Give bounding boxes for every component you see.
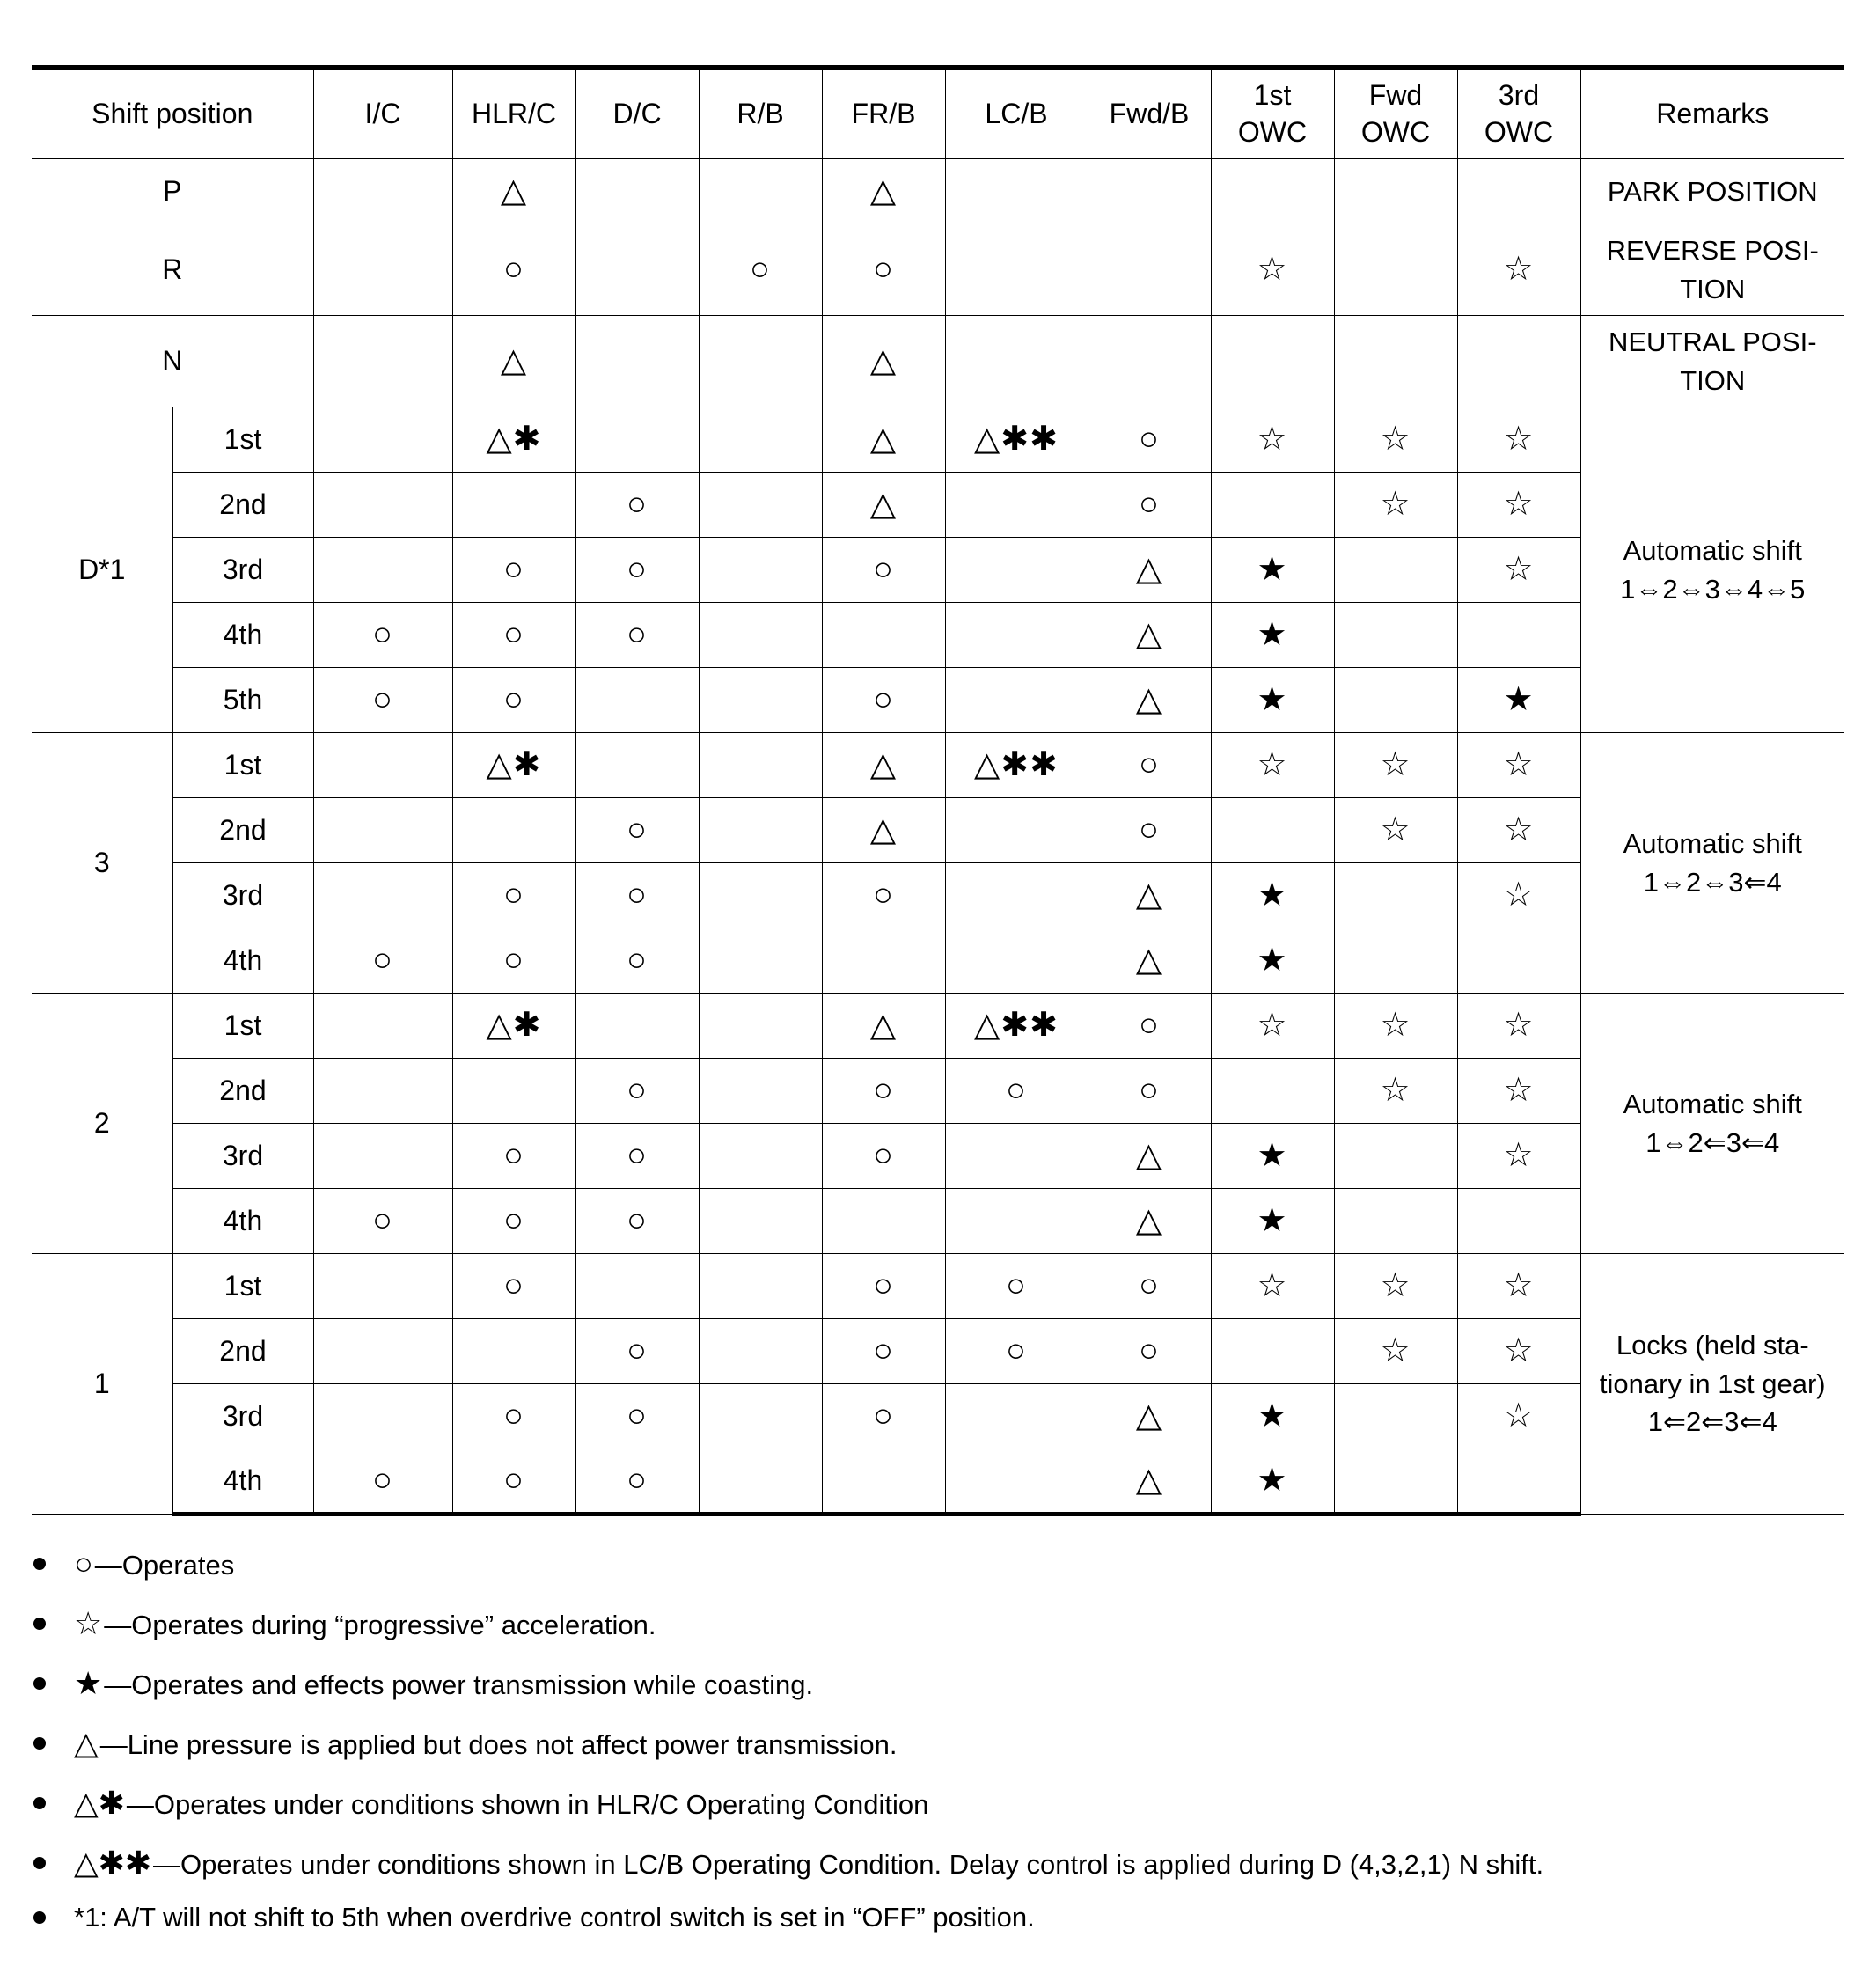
- cell-frb: [822, 603, 945, 668]
- cell-frb: △: [822, 407, 945, 473]
- cell-fwdb: ○: [1088, 1059, 1211, 1124]
- table-row: [32, 603, 1844, 668]
- bullet-icon: [33, 1797, 46, 1809]
- cell-lcb: [945, 1124, 1088, 1189]
- cell-owc1: [1211, 798, 1334, 863]
- shift-position-cell: 2: [32, 994, 172, 1254]
- cell-frb: ○: [822, 1059, 945, 1124]
- cell-lcb: △✱✱: [945, 733, 1088, 798]
- cell-fwdb: △: [1088, 1124, 1211, 1189]
- cell-rb: [699, 1384, 822, 1449]
- cell-ic: [313, 538, 452, 603]
- cell-dc: ○: [575, 1384, 699, 1449]
- cell-frb: [822, 928, 945, 994]
- cell-fwdowc: ☆: [1334, 407, 1457, 473]
- cell-fwdb: △: [1088, 1189, 1211, 1254]
- cell-frb: △: [822, 994, 945, 1059]
- bullet-icon: [33, 1618, 46, 1630]
- cell-fwdowc: ☆: [1334, 994, 1457, 1059]
- legend-text: —Operates under conditions shown in HLR/C Operating Condition: [126, 1789, 929, 1820]
- cell-owc3: ☆: [1457, 1059, 1580, 1124]
- cell-fwdb: ○: [1088, 798, 1211, 863]
- cell-fwdb: ○: [1088, 407, 1211, 473]
- cell-owc1: [1211, 473, 1334, 538]
- cell-hlrc: △✱: [452, 994, 575, 1059]
- cell-owc1: ☆: [1211, 1254, 1334, 1319]
- cell-owc3: ☆: [1457, 1124, 1580, 1189]
- gear-cell: 5th: [172, 668, 313, 733]
- table-row: [32, 863, 1844, 928]
- gear-cell: 2nd: [172, 1059, 313, 1124]
- table-row: [32, 798, 1844, 863]
- cell-owc3: ☆: [1457, 1254, 1580, 1319]
- cell-hlrc: [452, 1319, 575, 1384]
- cell-ic: [313, 1124, 452, 1189]
- cell-hlrc: [452, 798, 575, 863]
- cell-rb: [699, 1254, 822, 1319]
- cell-lcb: [945, 863, 1088, 928]
- table-row: [32, 538, 1844, 603]
- cell-dc: ○: [575, 928, 699, 994]
- bullet-icon: [33, 1911, 46, 1924]
- remark-cell: Locks (held sta-tionary in 1st gear) 1⇐2⇐3⇐4: [1580, 1254, 1844, 1515]
- cell-lcb: [945, 1384, 1088, 1449]
- cell-ic: [313, 733, 452, 798]
- legend-text: —Operates under conditions shown in LC/B Operating Condition. Delay control is applied during D (4,3,2,1) N shift.: [153, 1849, 1544, 1880]
- table-row: [32, 1189, 1844, 1254]
- cell-hlrc: ○: [452, 863, 575, 928]
- table-body: [32, 159, 1844, 1515]
- legend-text: —Operates during “progressive” acceleration.: [104, 1610, 656, 1640]
- cell-fwdowc: [1334, 159, 1457, 224]
- cell-lcb: [945, 538, 1088, 603]
- gear-cell: 4th: [172, 1449, 313, 1515]
- cell-owc3: ☆: [1457, 224, 1580, 316]
- cell-ic: [313, 159, 452, 224]
- cell-owc3: ☆: [1457, 1384, 1580, 1449]
- table-row: [32, 928, 1844, 994]
- cell-hlrc: ○: [452, 224, 575, 316]
- header-lcb: LC/B: [945, 68, 1088, 159]
- cell-owc1: ☆: [1211, 733, 1334, 798]
- cell-rb: [699, 407, 822, 473]
- legend-symbol: △✱✱: [74, 1845, 152, 1881]
- cell-rb: [699, 603, 822, 668]
- cell-ic: [313, 316, 452, 407]
- cell-fwdb: △: [1088, 1384, 1211, 1449]
- cell-hlrc: ○: [452, 1254, 575, 1319]
- header-remarks: Remarks: [1580, 68, 1844, 159]
- header-shift-position: Shift position: [32, 68, 313, 159]
- cell-frb: ○: [822, 1254, 945, 1319]
- cell-owc3: ☆: [1457, 863, 1580, 928]
- cell-frb: [822, 1449, 945, 1515]
- cell-hlrc: ○: [452, 668, 575, 733]
- cell-fwdb: [1088, 224, 1211, 316]
- cell-lcb: ○: [945, 1319, 1088, 1384]
- cell-frb: ○: [822, 224, 945, 316]
- cell-hlrc: △: [452, 159, 575, 224]
- cell-owc3: [1457, 928, 1580, 994]
- legend-item: [32, 1534, 1844, 1594]
- cell-frb: △: [822, 159, 945, 224]
- cell-rb: [699, 1449, 822, 1515]
- cell-lcb: [945, 224, 1088, 316]
- cell-ic: ○: [313, 1449, 452, 1515]
- gear-cell: 1st: [172, 733, 313, 798]
- cell-fwdowc: ☆: [1334, 733, 1457, 798]
- cell-fwdb: ○: [1088, 733, 1211, 798]
- cell-dc: ○: [575, 1189, 699, 1254]
- cell-fwdowc: [1334, 224, 1457, 316]
- cell-hlrc: ○: [452, 1189, 575, 1254]
- cell-fwdowc: [1334, 1384, 1457, 1449]
- cell-owc3: ☆: [1457, 733, 1580, 798]
- legend-symbol: ☆: [74, 1605, 103, 1641]
- cell-owc1: ★: [1211, 668, 1334, 733]
- bullet-icon: [33, 1737, 46, 1750]
- cell-frb: ○: [822, 668, 945, 733]
- legend-symbol: △: [74, 1725, 99, 1761]
- cell-ic: [313, 1059, 452, 1124]
- cell-fwdowc: [1334, 603, 1457, 668]
- cell-ic: ○: [313, 928, 452, 994]
- cell-rb: [699, 1319, 822, 1384]
- cell-frb: ○: [822, 863, 945, 928]
- cell-ic: ○: [313, 603, 452, 668]
- cell-lcb: [945, 798, 1088, 863]
- shift-position-cell: N: [32, 316, 313, 407]
- legend-item: [32, 1654, 1844, 1713]
- cell-fwdb: △: [1088, 668, 1211, 733]
- cell-owc1: [1211, 1059, 1334, 1124]
- cell-lcb: [945, 1449, 1088, 1515]
- cell-lcb: [945, 159, 1088, 224]
- legend-item: [32, 1713, 1844, 1773]
- cell-frb: △: [822, 316, 945, 407]
- cell-rb: [699, 1059, 822, 1124]
- cell-ic: ○: [313, 1189, 452, 1254]
- cell-dc: [575, 1254, 699, 1319]
- cell-dc: [575, 159, 699, 224]
- gear-cell: 3rd: [172, 538, 313, 603]
- shift-position-cell: P: [32, 159, 313, 224]
- cell-ic: [313, 1384, 452, 1449]
- cell-fwdowc: [1334, 668, 1457, 733]
- table-row: [32, 224, 1844, 316]
- legend-item: [32, 1773, 1844, 1833]
- cell-dc: ○: [575, 798, 699, 863]
- gear-cell: 4th: [172, 1189, 313, 1254]
- cell-owc3: ☆: [1457, 538, 1580, 603]
- table-row: [32, 668, 1844, 733]
- cell-frb: ○: [822, 1384, 945, 1449]
- cell-owc1: ☆: [1211, 994, 1334, 1059]
- cell-ic: ○: [313, 668, 452, 733]
- header-rb: R/B: [699, 68, 822, 159]
- cell-owc3: [1457, 1449, 1580, 1515]
- legend-text: —Operates: [94, 1550, 235, 1581]
- cell-hlrc: △✱: [452, 407, 575, 473]
- cell-rb: [699, 668, 822, 733]
- gear-cell: 3rd: [172, 1384, 313, 1449]
- cell-rb: [699, 316, 822, 407]
- cell-dc: [575, 407, 699, 473]
- header-owc3: 3rd OWC: [1457, 68, 1580, 159]
- gear-cell: 1st: [172, 1254, 313, 1319]
- cell-fwdowc: [1334, 1124, 1457, 1189]
- cell-rb: [699, 1189, 822, 1254]
- shift-position-cell: 3: [32, 733, 172, 994]
- cell-dc: [575, 668, 699, 733]
- cell-fwdb: △: [1088, 863, 1211, 928]
- cell-dc: ○: [575, 863, 699, 928]
- cell-frb: ○: [822, 1124, 945, 1189]
- cell-owc3: ★: [1457, 668, 1580, 733]
- cell-hlrc: ○: [452, 1384, 575, 1449]
- cell-dc: ○: [575, 1124, 699, 1189]
- cell-lcb: [945, 473, 1088, 538]
- cell-rb: [699, 994, 822, 1059]
- cell-owc1: ★: [1211, 1449, 1334, 1515]
- cell-dc: ○: [575, 1449, 699, 1515]
- remark-cell: PARK POSITION: [1580, 159, 1844, 224]
- table-row: [32, 407, 1844, 473]
- gear-cell: 2nd: [172, 798, 313, 863]
- cell-dc: [575, 994, 699, 1059]
- cell-lcb: [945, 668, 1088, 733]
- remark-cell: NEUTRAL POSI-TION: [1580, 316, 1844, 407]
- cell-rb: [699, 538, 822, 603]
- cell-fwdowc: [1334, 1189, 1457, 1254]
- cell-ic: [313, 863, 452, 928]
- operation-table: [32, 65, 1844, 1516]
- gear-cell: 4th: [172, 928, 313, 994]
- remark-cell: Automatic shift 1⇔2⇐3⇐4: [1580, 994, 1844, 1254]
- cell-hlrc: ○: [452, 603, 575, 668]
- cell-dc: [575, 224, 699, 316]
- gear-cell: 4th: [172, 603, 313, 668]
- gear-cell: 1st: [172, 994, 313, 1059]
- header-ic: I/C: [313, 68, 452, 159]
- cell-fwdb: △: [1088, 538, 1211, 603]
- cell-owc3: ☆: [1457, 1319, 1580, 1384]
- cell-fwdb: △: [1088, 603, 1211, 668]
- cell-owc3: ☆: [1457, 407, 1580, 473]
- remark-cell: Automatic shift 1⇔2⇔3⇐4: [1580, 733, 1844, 994]
- gear-cell: 3rd: [172, 863, 313, 928]
- cell-owc3: ☆: [1457, 473, 1580, 538]
- cell-ic: [313, 473, 452, 538]
- legend-text: *1: A/T will not shift to 5th when overdrive control switch is set in “OFF” position.: [74, 1902, 1035, 1933]
- cell-ic: [313, 994, 452, 1059]
- cell-fwdowc: ☆: [1334, 1254, 1457, 1319]
- cell-fwdb: △: [1088, 928, 1211, 994]
- cell-owc3: [1457, 316, 1580, 407]
- table-row: [32, 1384, 1844, 1449]
- cell-fwdowc: [1334, 538, 1457, 603]
- bullet-icon: [33, 1558, 46, 1570]
- cell-dc: [575, 316, 699, 407]
- legend-item: [32, 1893, 1844, 1942]
- cell-lcb: [945, 603, 1088, 668]
- shift-position-cell: R: [32, 224, 313, 316]
- cell-dc: [575, 733, 699, 798]
- cell-fwdb: ○: [1088, 994, 1211, 1059]
- cell-owc1: ☆: [1211, 224, 1334, 316]
- shift-position-cell: 1: [32, 1254, 172, 1515]
- cell-fwdb: [1088, 316, 1211, 407]
- cell-owc1: ★: [1211, 928, 1334, 994]
- cell-hlrc: ○: [452, 1449, 575, 1515]
- cell-owc3: ☆: [1457, 994, 1580, 1059]
- cell-rb: [699, 1124, 822, 1189]
- cell-rb: [699, 928, 822, 994]
- cell-fwdb: △: [1088, 1449, 1211, 1515]
- shift-position-cell: D*1: [32, 407, 172, 733]
- cell-owc1: ★: [1211, 1124, 1334, 1189]
- cell-ic: [313, 224, 452, 316]
- cell-owc1: ★: [1211, 603, 1334, 668]
- cell-owc1: [1211, 159, 1334, 224]
- cell-hlrc: [452, 473, 575, 538]
- table-row: [32, 1059, 1844, 1124]
- cell-owc3: [1457, 603, 1580, 668]
- legend-text: —Line pressure is applied but does not affect power transmission.: [99, 1729, 898, 1760]
- cell-fwdowc: ☆: [1334, 1059, 1457, 1124]
- legend-item: [32, 1594, 1844, 1654]
- cell-rb: [699, 473, 822, 538]
- table-row: [32, 1254, 1844, 1319]
- cell-dc: ○: [575, 473, 699, 538]
- cell-ic: [313, 1319, 452, 1384]
- cell-owc1: [1211, 1319, 1334, 1384]
- cell-hlrc: [452, 1059, 575, 1124]
- cell-owc1: ★: [1211, 1384, 1334, 1449]
- bullet-icon: [33, 1857, 46, 1869]
- header-dc: D/C: [575, 68, 699, 159]
- cell-dc: ○: [575, 603, 699, 668]
- table-row: [32, 316, 1844, 407]
- cell-owc1: ★: [1211, 1189, 1334, 1254]
- table-row: [32, 1449, 1844, 1515]
- cell-frb: ○: [822, 538, 945, 603]
- header-fwdowc: Fwd OWC: [1334, 68, 1457, 159]
- cell-dc: ○: [575, 538, 699, 603]
- table-row: [32, 473, 1844, 538]
- cell-fwdowc: ☆: [1334, 1319, 1457, 1384]
- legend-symbol: △✱: [74, 1785, 125, 1821]
- cell-frb: △: [822, 733, 945, 798]
- cell-lcb: ○: [945, 1059, 1088, 1124]
- cell-fwdb: [1088, 159, 1211, 224]
- cell-lcb: ○: [945, 1254, 1088, 1319]
- gear-cell: 3rd: [172, 1124, 313, 1189]
- clutch-band-chart: [32, 65, 1844, 1942]
- cell-owc3: [1457, 159, 1580, 224]
- cell-fwdb: ○: [1088, 1319, 1211, 1384]
- cell-ic: [313, 1254, 452, 1319]
- table-row: [32, 733, 1844, 798]
- cell-fwdowc: [1334, 316, 1457, 407]
- header-row: [32, 68, 1844, 159]
- cell-lcb: [945, 1189, 1088, 1254]
- legend-symbol: ○: [74, 1545, 93, 1581]
- header-hlrc: HLR/C: [452, 68, 575, 159]
- table-row: [32, 159, 1844, 224]
- cell-lcb: [945, 928, 1088, 994]
- cell-fwdb: ○: [1088, 473, 1211, 538]
- cell-owc1: ★: [1211, 863, 1334, 928]
- header-owc1: 1st OWC: [1211, 68, 1334, 159]
- legend-item: [32, 1833, 1844, 1893]
- header-frb: FR/B: [822, 68, 945, 159]
- cell-frb: ○: [822, 1319, 945, 1384]
- cell-fwdb: ○: [1088, 1254, 1211, 1319]
- legend-symbol: ★: [74, 1665, 103, 1701]
- cell-hlrc: ○: [452, 928, 575, 994]
- cell-fwdowc: [1334, 863, 1457, 928]
- cell-rb: [699, 798, 822, 863]
- cell-ic: [313, 798, 452, 863]
- cell-frb: [822, 1189, 945, 1254]
- cell-ic: [313, 407, 452, 473]
- cell-fwdowc: [1334, 928, 1457, 994]
- cell-hlrc: △✱: [452, 733, 575, 798]
- cell-rb: [699, 733, 822, 798]
- cell-rb: [699, 159, 822, 224]
- cell-owc3: ☆: [1457, 798, 1580, 863]
- cell-lcb: △✱✱: [945, 994, 1088, 1059]
- bullet-icon: [33, 1677, 46, 1690]
- remark-cell: REVERSE POSI-TION: [1580, 224, 1844, 316]
- cell-owc1: ★: [1211, 538, 1334, 603]
- header-fwdb: Fwd/B: [1088, 68, 1211, 159]
- cell-fwdowc: ☆: [1334, 798, 1457, 863]
- cell-hlrc: ○: [452, 1124, 575, 1189]
- cell-frb: △: [822, 473, 945, 538]
- legend-text: —Operates and effects power transmission while coasting.: [104, 1669, 814, 1700]
- cell-dc: ○: [575, 1319, 699, 1384]
- cell-fwdowc: ☆: [1334, 473, 1457, 538]
- remark-cell: Automatic shift 1⇔2⇔3⇔4⇔5: [1580, 407, 1844, 733]
- cell-owc1: [1211, 316, 1334, 407]
- table-row: [32, 994, 1844, 1059]
- cell-owc1: ☆: [1211, 407, 1334, 473]
- cell-owc3: [1457, 1189, 1580, 1254]
- cell-fwdowc: [1334, 1449, 1457, 1515]
- cell-hlrc: △: [452, 316, 575, 407]
- cell-hlrc: ○: [452, 538, 575, 603]
- gear-cell: 2nd: [172, 473, 313, 538]
- cell-dc: ○: [575, 1059, 699, 1124]
- cell-lcb: [945, 316, 1088, 407]
- legend-notes: [32, 1534, 1844, 1942]
- cell-lcb: △✱✱: [945, 407, 1088, 473]
- table-row: [32, 1319, 1844, 1384]
- cell-frb: △: [822, 798, 945, 863]
- cell-rb: [699, 863, 822, 928]
- gear-cell: 2nd: [172, 1319, 313, 1384]
- gear-cell: 1st: [172, 407, 313, 473]
- table-row: [32, 1124, 1844, 1189]
- cell-rb: ○: [699, 224, 822, 316]
